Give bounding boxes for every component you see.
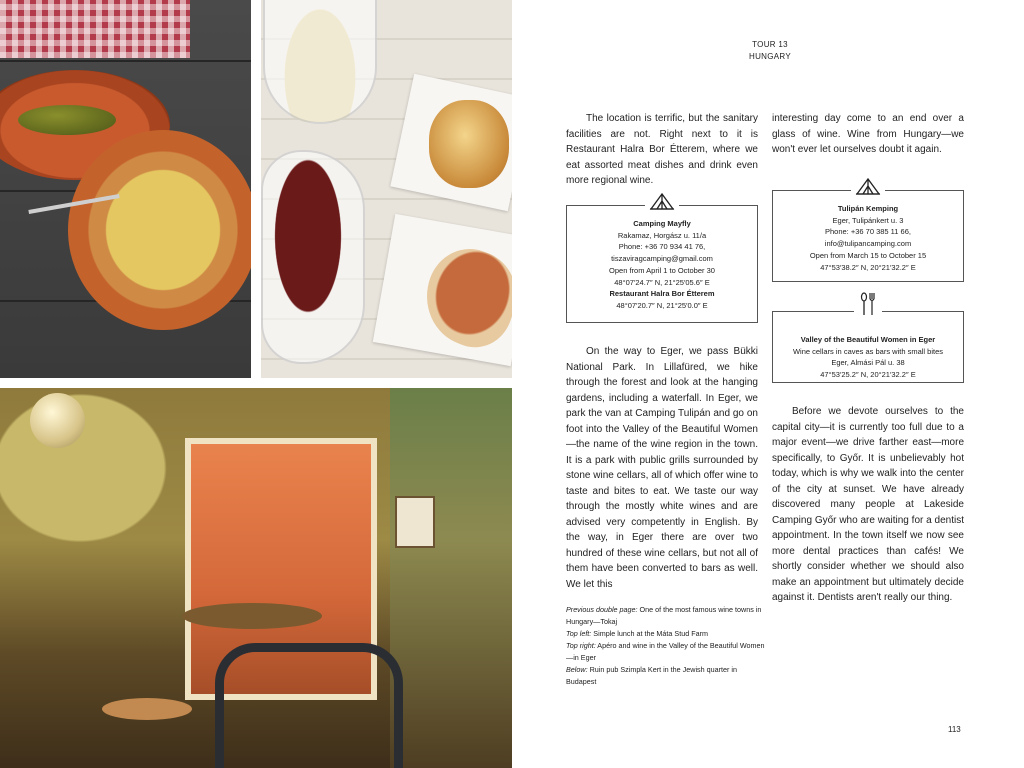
infobox-tulipan-kemping xyxy=(772,190,964,282)
caption-text: Simple lunch at the Máta Stud Farm xyxy=(591,629,708,638)
bar-stool xyxy=(102,698,192,720)
infobox-address: Eger, Almási Pál u. 38 xyxy=(831,358,905,368)
infobox-name: Tulipán Kemping xyxy=(837,204,899,213)
page-number: 113 xyxy=(948,725,961,734)
infobox-name: Valley of the Beautiful Women in Eger xyxy=(800,335,936,344)
paragraph: Before we devote ourselves to the capital city—it is currently too full due to a major event—we drive farther east—more specifically, to Győr. It is unbelievably hot today, which is why we walk into the center of the city at sunset. We have already discovered many people at Lakeside Camping Győr who are waiting for a dentist appointment. In the town itself we now see more dental practices than cafés! We shortly consider whether we should also make an appointment but ultimately decide against it. Dentists aren't really our thing. xyxy=(772,406,964,603)
infobox-phone: Phone: +36 70 934 41 76, xyxy=(618,242,706,252)
infobox-camping-mayfly xyxy=(566,205,758,323)
caption-label: Previous double page: xyxy=(566,605,638,614)
infobox-valley-beautiful-women xyxy=(772,311,964,383)
bentwood-chair xyxy=(215,643,403,768)
infobox-coords: 47°53′38.2″ N, 20°21′32.2″ E xyxy=(820,262,916,272)
body-column-left-bottom xyxy=(566,344,758,592)
red-wine-glass xyxy=(261,150,365,364)
paragraph: The location is terrific, but the sanitary facilities are not. Right next to it is Restaurant Halra Bor Étterem, where we eat assorted meat dishes and drink even more regional wine. xyxy=(566,113,758,186)
infobox-name: Camping Mayfly xyxy=(633,219,691,228)
checkered-tablecloth xyxy=(0,0,190,58)
caption-text: Ruin pub Szimpla Kert in the Jewish quarter in Budapest xyxy=(566,665,737,686)
caption-text: Apéro and wine in the Valley of the Beautiful Women—in Eger xyxy=(566,641,765,662)
wall-sign xyxy=(395,496,435,548)
infobox-coords: 47°53′25.2″ N, 20°21′32.2″ E xyxy=(820,370,916,380)
caption-label: Top right: xyxy=(566,641,596,650)
paragraph: On the way to Eger, we pass Bükki National Park. In Lillafüred, we hike through the forest and look at the hanging gardens, including a waterfall. In Eger, we park the van at Camping Tulipán and go on foot into the Valley of the Beautiful Women—the name of the wine region in the town. It is a park with public grills surrounded by stone wine cellars, all of which offer wine to taste and bites to eat. We taste our way through the mostly white wines and are advised very competently in English. By the way, in Eger there are over two hundred of these wine cellars, but not all of them have been converted to bars as well. We let this xyxy=(566,346,758,590)
infobox-restaurant-coords: 48°07′20.7″ N, 21°25′0.0″ E xyxy=(616,300,708,310)
photo-ruin-pub-szimpla-kert xyxy=(0,388,512,768)
photo-apero-wine xyxy=(261,0,512,378)
infobox-restaurant-name: Restaurant Halra Bor Étterem xyxy=(609,289,715,299)
lamp xyxy=(30,393,85,448)
body-column-right-top xyxy=(772,111,964,158)
caption xyxy=(566,604,766,628)
caption xyxy=(566,664,766,688)
header-tour: TOUR 13 xyxy=(752,40,788,49)
clay-bowl-cabbage xyxy=(68,130,251,330)
caption-label: Top left: xyxy=(566,629,592,638)
infobox-desc: Wine cellars in caves as bars with small bites xyxy=(792,346,944,356)
caption-label: Below: xyxy=(566,665,588,674)
paragraph: interesting day come to an end over a glass of wine. Wine from Hungary—we won't ever let ourselves doubt it again. xyxy=(772,113,964,155)
fork-spoon-icon xyxy=(854,292,882,318)
header-country: HUNGARY xyxy=(749,52,791,61)
tent-icon xyxy=(851,176,885,198)
photo-lunch-stud-farm xyxy=(0,0,251,378)
body-column-right-bottom xyxy=(772,404,964,606)
bar-table xyxy=(182,603,322,629)
graffiti-wall xyxy=(390,388,512,768)
running-header xyxy=(720,39,820,63)
table-plank-line xyxy=(0,60,251,62)
infobox-email: info@tulipancamping.com xyxy=(824,239,912,249)
infobox-email: tiszaviragcamping@gmail.com xyxy=(611,254,713,264)
white-wine-glass xyxy=(263,0,377,124)
infobox-hours: Open from March 15 to October 15 xyxy=(809,250,927,260)
infobox-phone: Phone: +36 70 385 11 66, xyxy=(825,227,911,237)
photo-captions xyxy=(566,604,766,688)
infobox-address: Eger, Tulipánkert u. 3 xyxy=(832,215,904,225)
caption xyxy=(566,640,766,664)
caption xyxy=(566,628,766,640)
pickle xyxy=(18,105,116,135)
infobox-address: Rakamaz, Horgász u. 11/a xyxy=(617,230,707,240)
pastry xyxy=(429,100,509,188)
tent-icon xyxy=(645,191,679,213)
body-column-left-top xyxy=(566,111,758,189)
infobox-coords: 48°07′24.7″ N, 21°25′05.6″ E xyxy=(614,277,710,287)
infobox-hours: Open from April 1 to October 30 xyxy=(609,265,715,275)
caption-text: One of the most famous wine towns in Hungary—Tokaj xyxy=(566,605,762,626)
